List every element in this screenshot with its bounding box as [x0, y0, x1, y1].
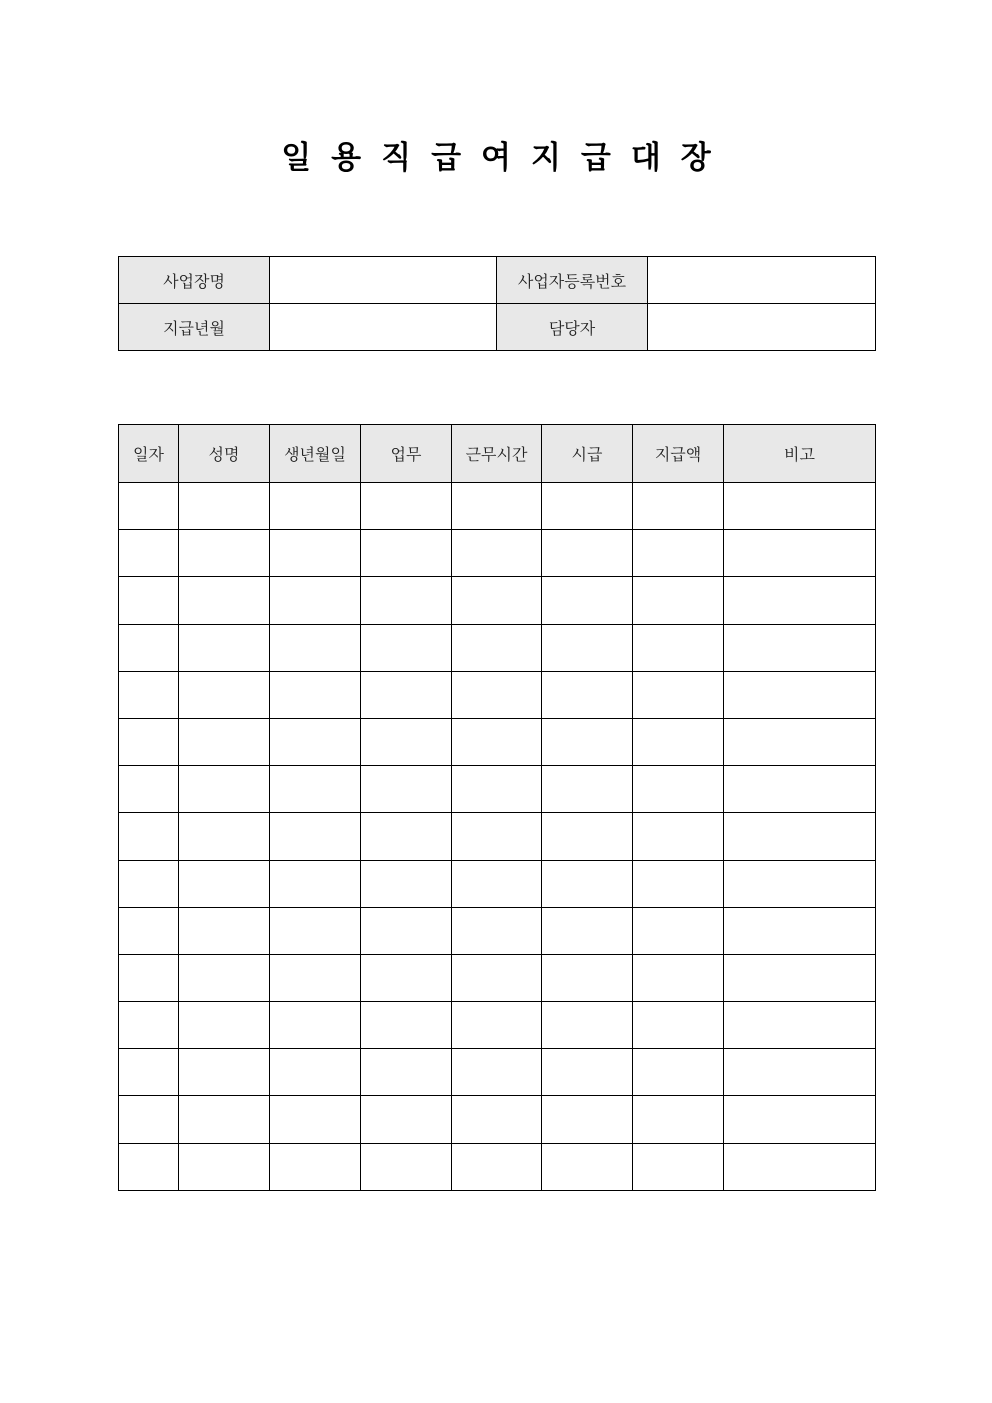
table-row: [119, 577, 876, 624]
table-row: [119, 483, 876, 530]
table-cell[interactable]: [633, 813, 724, 860]
table-cell[interactable]: [361, 954, 452, 1001]
table-cell[interactable]: [633, 954, 724, 1001]
document-title: 일용직급여지급대장: [281, 140, 731, 176]
manager-field[interactable]: [648, 304, 876, 351]
registration-number-field[interactable]: [648, 257, 876, 304]
table-cell[interactable]: [270, 860, 361, 907]
info-row: [119, 304, 876, 351]
table-cell[interactable]: [633, 577, 724, 624]
table-cell[interactable]: [633, 483, 724, 530]
payment-month-field[interactable]: [270, 304, 497, 351]
table-cell[interactable]: [119, 1002, 179, 1049]
ledger-body: [119, 483, 876, 1191]
table-cell[interactable]: [270, 624, 361, 671]
table-cell[interactable]: [452, 483, 542, 530]
table-row: [119, 718, 876, 765]
table-cell[interactable]: [270, 907, 361, 954]
table-cell[interactable]: [542, 577, 633, 624]
table-row: [119, 813, 876, 860]
table-cell[interactable]: [361, 766, 452, 813]
table-cell[interactable]: [724, 907, 876, 954]
table-cell[interactable]: [452, 1096, 542, 1143]
table-cell[interactable]: [452, 907, 542, 954]
table-cell[interactable]: [724, 954, 876, 1001]
table-cell[interactable]: [452, 718, 542, 765]
table-row: [119, 954, 876, 1001]
table-cell[interactable]: [179, 1049, 270, 1096]
table-cell[interactable]: [724, 718, 876, 765]
table-cell[interactable]: [119, 671, 179, 718]
table-cell[interactable]: [724, 1143, 876, 1190]
table-cell[interactable]: [119, 860, 179, 907]
table-cell[interactable]: [361, 671, 452, 718]
table-cell[interactable]: [542, 1096, 633, 1143]
table-cell[interactable]: [724, 1002, 876, 1049]
table-cell[interactable]: [542, 954, 633, 1001]
table-cell[interactable]: [119, 1049, 179, 1096]
table-cell[interactable]: [542, 1049, 633, 1096]
table-cell[interactable]: [119, 483, 179, 530]
table-row: [119, 766, 876, 813]
table-cell[interactable]: [361, 1096, 452, 1143]
col-work-hours: 근무시간: [452, 425, 542, 483]
table-row: [119, 624, 876, 671]
table-cell[interactable]: [270, 483, 361, 530]
table-cell[interactable]: [542, 766, 633, 813]
table-cell[interactable]: [724, 813, 876, 860]
table-cell[interactable]: [452, 813, 542, 860]
table-cell[interactable]: [452, 1049, 542, 1096]
table-cell[interactable]: [179, 1096, 270, 1143]
table-row: [119, 530, 876, 577]
table-cell[interactable]: [119, 1143, 179, 1190]
table-cell[interactable]: [179, 530, 270, 577]
table-cell[interactable]: [542, 860, 633, 907]
table-cell[interactable]: [542, 483, 633, 530]
table-cell[interactable]: [724, 1096, 876, 1143]
table-cell[interactable]: [724, 860, 876, 907]
table-cell[interactable]: [270, 1096, 361, 1143]
table-cell[interactable]: [361, 624, 452, 671]
table-cell[interactable]: [119, 907, 179, 954]
table-cell[interactable]: [270, 1143, 361, 1190]
col-payment-amount: 지급액: [633, 425, 724, 483]
business-name-field[interactable]: [270, 257, 497, 304]
table-cell[interactable]: [179, 907, 270, 954]
table-cell[interactable]: [724, 530, 876, 577]
table-row: [119, 1143, 876, 1190]
label-manager: 담당자: [497, 304, 648, 351]
table-cell[interactable]: [452, 860, 542, 907]
table-cell[interactable]: [361, 860, 452, 907]
table-cell[interactable]: [361, 813, 452, 860]
table-cell[interactable]: [119, 1096, 179, 1143]
table-cell[interactable]: [179, 1002, 270, 1049]
table-cell[interactable]: [179, 954, 270, 1001]
table-cell[interactable]: [119, 624, 179, 671]
table-cell[interactable]: [633, 718, 724, 765]
col-name: 성명: [179, 425, 270, 483]
label-payment-month: 지급년월: [119, 304, 270, 351]
label-registration-number: 사업자등록번호: [497, 257, 648, 304]
table-cell[interactable]: [361, 577, 452, 624]
table-cell[interactable]: [542, 718, 633, 765]
table-cell[interactable]: [724, 766, 876, 813]
table-cell[interactable]: [361, 483, 452, 530]
table-cell[interactable]: [270, 813, 361, 860]
table-cell[interactable]: [119, 577, 179, 624]
wage-ledger-table: [118, 424, 876, 1191]
table-cell[interactable]: [633, 907, 724, 954]
table-cell[interactable]: [542, 813, 633, 860]
table-cell[interactable]: [452, 530, 542, 577]
col-date: 일자: [119, 425, 179, 483]
table-cell[interactable]: [270, 530, 361, 577]
business-info-table: [118, 256, 876, 351]
table-cell[interactable]: [179, 766, 270, 813]
info-row: [119, 257, 876, 304]
col-birthdate: 생년월일: [270, 425, 361, 483]
table-cell[interactable]: [633, 624, 724, 671]
label-business-name: 사업장명: [119, 257, 270, 304]
table-cell[interactable]: [361, 530, 452, 577]
col-remarks: 비고: [724, 425, 876, 483]
table-cell[interactable]: [724, 671, 876, 718]
table-cell[interactable]: [179, 577, 270, 624]
table-cell[interactable]: [633, 530, 724, 577]
table-cell[interactable]: [633, 766, 724, 813]
table-row: [119, 1096, 876, 1143]
table-cell[interactable]: [452, 1143, 542, 1190]
table-row: [119, 907, 876, 954]
table-cell[interactable]: [119, 718, 179, 765]
table-row: [119, 1002, 876, 1049]
table-cell[interactable]: [633, 860, 724, 907]
table-cell[interactable]: [119, 766, 179, 813]
table-cell[interactable]: [452, 624, 542, 671]
table-cell[interactable]: [361, 1049, 452, 1096]
table-cell[interactable]: [633, 1143, 724, 1190]
table-cell[interactable]: [633, 1049, 724, 1096]
table-cell[interactable]: [119, 530, 179, 577]
table-cell[interactable]: [542, 624, 633, 671]
table-cell[interactable]: [270, 577, 361, 624]
table-cell[interactable]: [452, 1002, 542, 1049]
table-cell[interactable]: [270, 954, 361, 1001]
table-cell[interactable]: [179, 624, 270, 671]
table-cell[interactable]: [452, 766, 542, 813]
table-cell[interactable]: [361, 1002, 452, 1049]
table-cell[interactable]: [179, 860, 270, 907]
header-row: [119, 425, 876, 483]
table-cell[interactable]: [724, 577, 876, 624]
table-row: [119, 671, 876, 718]
table-cell[interactable]: [542, 671, 633, 718]
table-cell[interactable]: [724, 624, 876, 671]
table-cell[interactable]: [542, 1002, 633, 1049]
table-cell[interactable]: [452, 671, 542, 718]
table-cell[interactable]: [179, 671, 270, 718]
table-cell[interactable]: [724, 1049, 876, 1096]
table-cell[interactable]: [633, 671, 724, 718]
table-cell[interactable]: [270, 671, 361, 718]
table-cell[interactable]: [452, 577, 542, 624]
table-cell[interactable]: [270, 1049, 361, 1096]
table-cell[interactable]: [542, 530, 633, 577]
table-cell[interactable]: [452, 954, 542, 1001]
table-cell[interactable]: [119, 813, 179, 860]
table-cell[interactable]: [361, 1143, 452, 1190]
table-row: [119, 860, 876, 907]
table-cell[interactable]: [361, 718, 452, 765]
table-cell[interactable]: [179, 1143, 270, 1190]
table-cell[interactable]: [633, 1096, 724, 1143]
col-hourly-wage: 시급: [542, 425, 633, 483]
table-row: [119, 1049, 876, 1096]
table-cell[interactable]: [542, 907, 633, 954]
table-cell[interactable]: [633, 1002, 724, 1049]
table-cell[interactable]: [179, 483, 270, 530]
table-cell[interactable]: [270, 766, 361, 813]
table-cell[interactable]: [119, 954, 179, 1001]
col-task: 업무: [361, 425, 452, 483]
table-cell[interactable]: [361, 907, 452, 954]
table-cell[interactable]: [179, 718, 270, 765]
table-cell[interactable]: [270, 1002, 361, 1049]
table-cell[interactable]: [270, 718, 361, 765]
table-cell[interactable]: [724, 483, 876, 530]
table-cell[interactable]: [179, 813, 270, 860]
table-cell[interactable]: [542, 1143, 633, 1190]
